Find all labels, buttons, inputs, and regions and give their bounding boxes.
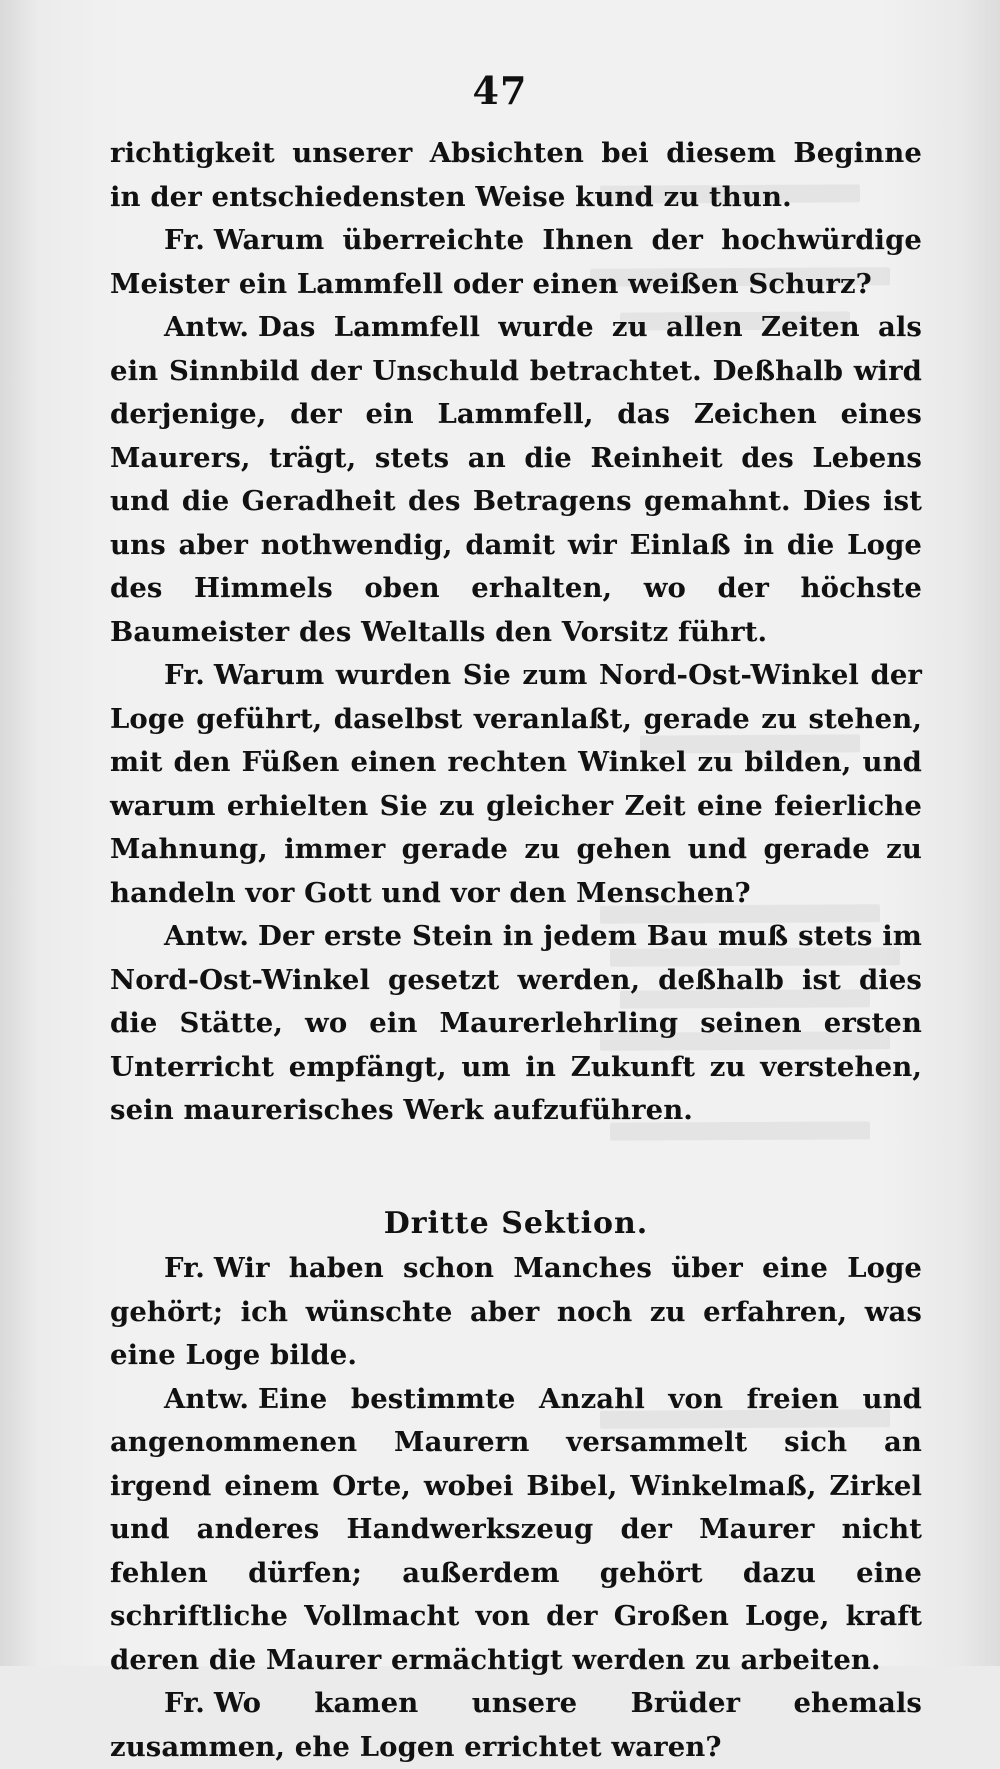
paragraph-text: Das Lammfell wurde zu allen Zeiten als ein Sinnbild der Unschuld betrachtet. Deßhalb wird derjenige, der ein Lammfell, das Zeichen eines Maurers, trägt, stets an die Reinheit des Lebens und die Geradheit des Betragens gemahnt. Dies ist uns aber nothwendig, damit wir Einlaß in die Loge des Himmels oben erhalten, wo der höchste Baumeister des Weltalls den Vorsitz führt. [110, 311, 922, 648]
speaker-label: Fr. [164, 659, 205, 691]
paragraph-text: Wo kamen unsere Brüder ehemals zusammen, ehe Logen errichtet waren? [110, 1687, 922, 1763]
speaker-label: Fr. [164, 1252, 205, 1284]
question-paragraph [110, 654, 922, 915]
speaker-label: Antw. [164, 920, 250, 952]
speaker-label: Fr. [164, 1687, 205, 1719]
answer-paragraph [110, 1378, 922, 1683]
paragraph-text: Wir haben schon Manches über eine Loge gehört; ich wünschte aber noch zu erfahren, was eine Loge bilde. [110, 1252, 922, 1371]
page-number: 47 [472, 68, 528, 113]
speaker-label: Antw. [164, 311, 250, 343]
paragraph-continuation [110, 132, 922, 219]
question-paragraph [110, 219, 922, 306]
section-heading: Dritte Sektion. [383, 1205, 649, 1241]
paragraph-text: Warum wurden Sie zum Nord-Ost-Winkel der Loge geführt, daselbst veranlaßt, gerade zu stehen, mit den Füßen einen rechten Winkel zu bilden, und warum erhielten Sie zu gleicher Zeit eine feierliche Mahnung, immer gerade zu gehen und gerade zu handeln vor Gott und vor den Menschen? [110, 659, 922, 909]
question-paragraph [110, 1682, 922, 1769]
page-text [110, 132, 922, 1769]
answer-paragraph [110, 915, 922, 1133]
paragraph-text: Warum überreichte Ihnen der hochwürdige Meister ein Lammfell oder einen weißen Schurz? [110, 224, 922, 300]
question-paragraph [110, 1247, 922, 1378]
speaker-label: Fr. [164, 224, 205, 256]
paragraph-text: richtigkeit unserer Absichten bei diesem Beginne in der entschiedensten Weise kund zu thun. [110, 137, 922, 213]
speaker-label: Antw. [164, 1382, 250, 1415]
paragraph-text: Der erste Stein in jedem Bau muß stets im Nord-Ost-Winkel gesetzt werden, deßhalb ist dies die Stätte, wo ein Maurerlehrling seinen ersten Unterricht empfängt, um in Zukunft zu verstehen, sein maurerisches Werk aufzuführen. [110, 920, 922, 1126]
answer-paragraph [110, 306, 922, 654]
paragraph-text: Eine bestimmte Anzahl von freien und angenommenen Maurern versammelt sich an irgend einem Orte, wobei Bibel, Winkelmaß, Zirkel und anderes Handwerkszeug der Maurer nicht fehlen dürfen; außerdem gehört dazu eine schriftliche Vollmacht von der Großen Loge, kraft deren die Maurer ermächtigt werden zu arbeiten. [110, 1382, 922, 1676]
